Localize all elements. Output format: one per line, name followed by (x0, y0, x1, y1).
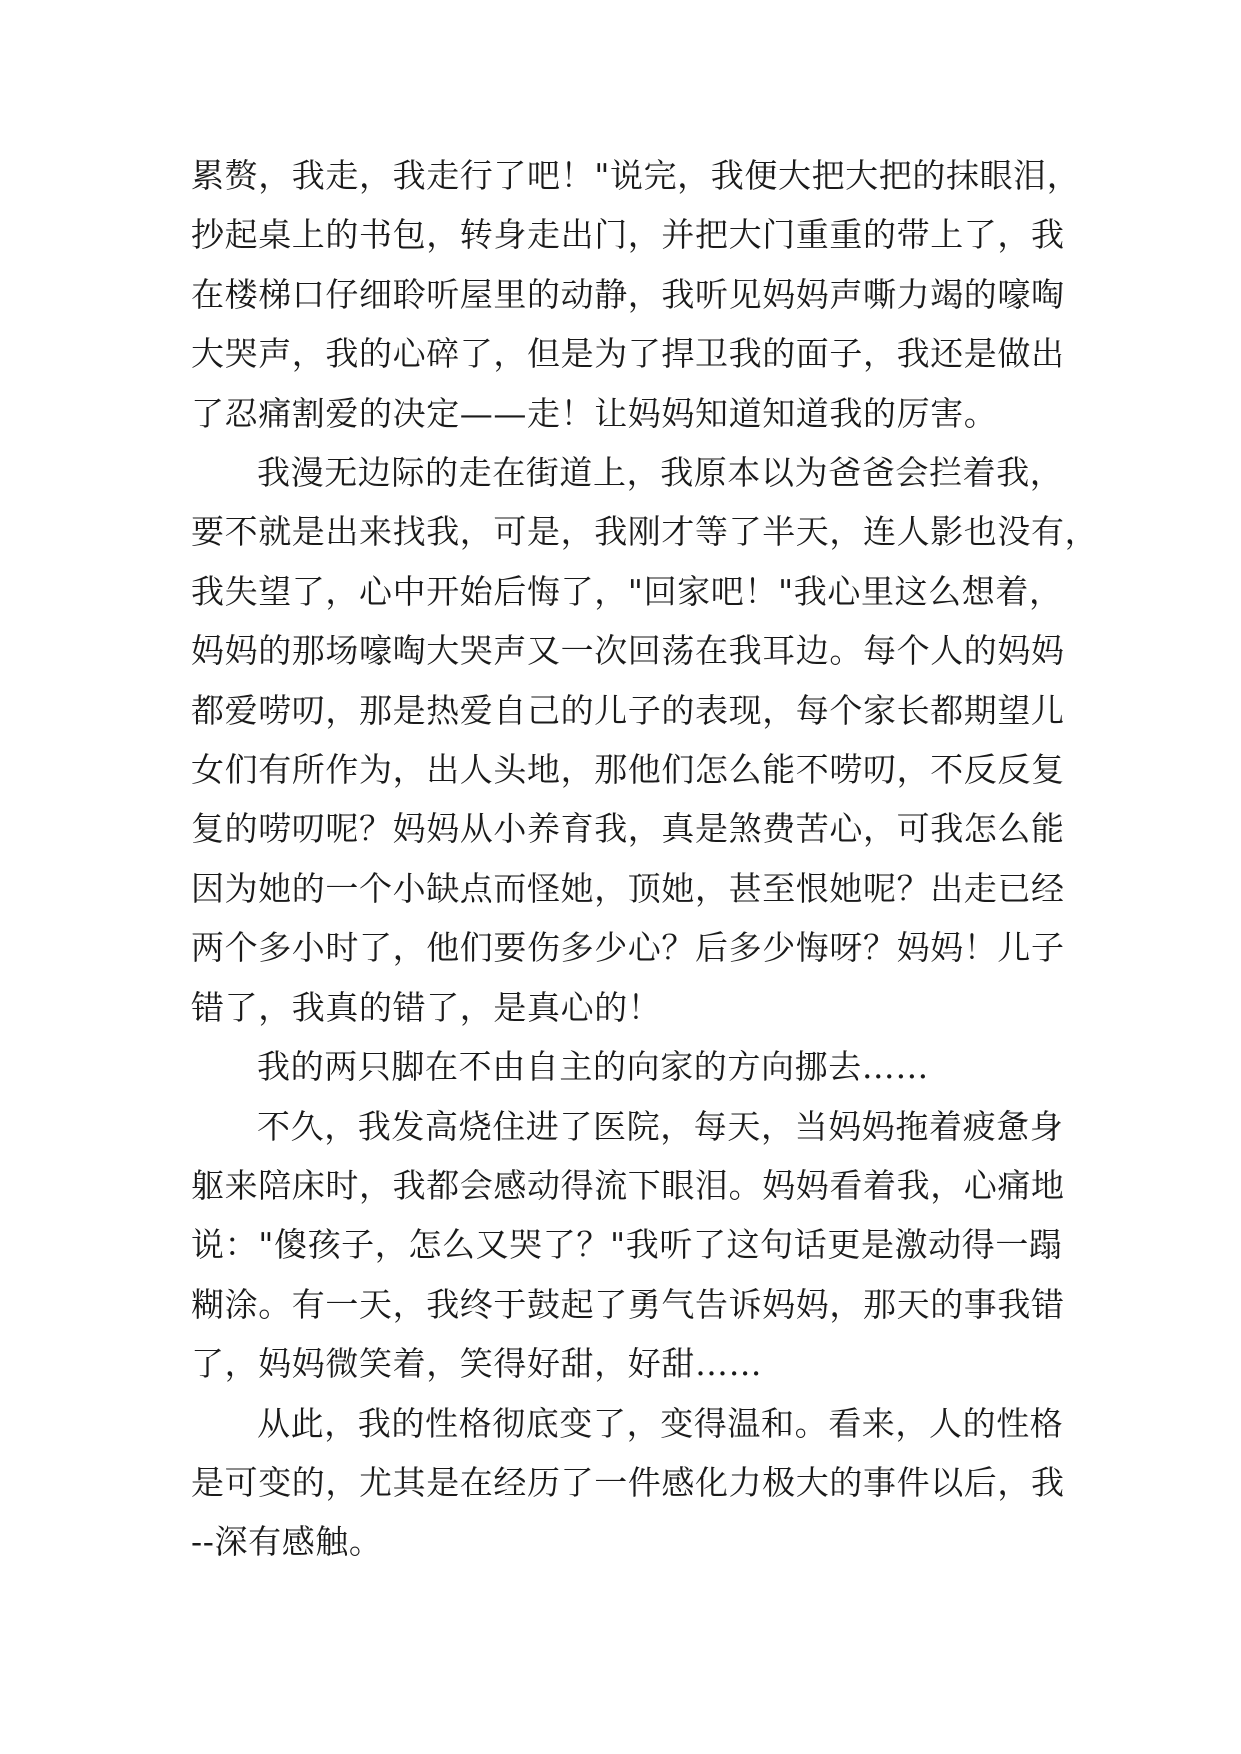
text-line: 抄起桌上的书包，转身走出门，并把大门重重的带上了，我 (191, 215, 1065, 255)
text-line: 我漫无边际的走在街道上，我原本以为爸爸会拦着我， (257, 453, 1064, 493)
paragraph (191, 443, 1099, 1037)
text-line: 从此，我的性格彻底变了，变得温和。看来，人的性格 (257, 1403, 1064, 1443)
text-line: 躯来陪床时，我都会感动得流下眼泪。妈妈看着我，心痛地 (191, 1165, 1065, 1205)
text-line: 妈妈的那场嚎啕大哭声又一次回荡在我耳边。每个人的妈妈 (191, 631, 1065, 671)
text-line: 两个多小时了，他们要伤多少心？后多少悔呀？妈妈！儿子 (191, 928, 1065, 968)
paragraph (191, 1097, 1067, 1394)
text-line: 糊涂。有一天，我终于鼓起了勇气告诉妈妈，那天的事我错 (191, 1284, 1065, 1324)
text-line: 因为她的一个小缺点而怪她，顶她，甚至恨她呢？出走已经 (191, 868, 1065, 908)
paragraph (191, 146, 1081, 443)
text-line: 我失望了，心中开始后悔了，"回家吧！"我心里这么想着， (191, 571, 1063, 611)
text-line: 都爱唠叨，那是热爱自己的儿子的表现，每个家长都期望儿 (191, 690, 1065, 730)
text-line: 错了，我真的错了，是真心的！ (191, 987, 662, 1027)
text-line: 复的唠叨呢？妈妈从小养育我，真是煞费苦心，可我怎么能 (191, 809, 1065, 849)
text-line: 我的两只脚在不由自主的向家的方向挪去…… (257, 1047, 929, 1087)
text-line: 了忍痛割爱的决定——走！让妈妈知道知道我的厉害。 (191, 393, 998, 433)
text-line: 要不就是出来找我，可是，我刚才等了半天，连人影也没有， (191, 512, 1099, 552)
text-line: --深有感触。 (191, 1522, 383, 1562)
paragraph (191, 1037, 1067, 1096)
text-line: 说："傻孩子，怎么又哭了？"我听了这句话更是激动得一蹋 (191, 1225, 1063, 1265)
document-page (191, 146, 1099, 1572)
text-line: 是可变的，尤其是在经历了一件感化力极大的事件以后，我 (191, 1462, 1065, 1502)
text-line: 累赘，我走，我走行了吧！"说完，我便大把大把的抹眼泪， (191, 156, 1081, 195)
text-line: 在楼梯口仔细聆听屋里的动静，我听见妈妈声嘶力竭的嚎啕 (191, 274, 1065, 314)
text-line: 女们有所作为，出人头地，那他们怎么能不唠叨，不反反复 (191, 750, 1065, 790)
text-line: 不久，我发高烧住进了医院，每天，当妈妈拖着疲惫身 (257, 1106, 1064, 1146)
text-line: 大哭声，我的心碎了，但是为了捍卫我的面子，我还是做出 (191, 334, 1065, 374)
paragraph (191, 1394, 1067, 1572)
text-line: 了，妈妈微笑着，笑得好甜，好甜…… (191, 1344, 763, 1384)
